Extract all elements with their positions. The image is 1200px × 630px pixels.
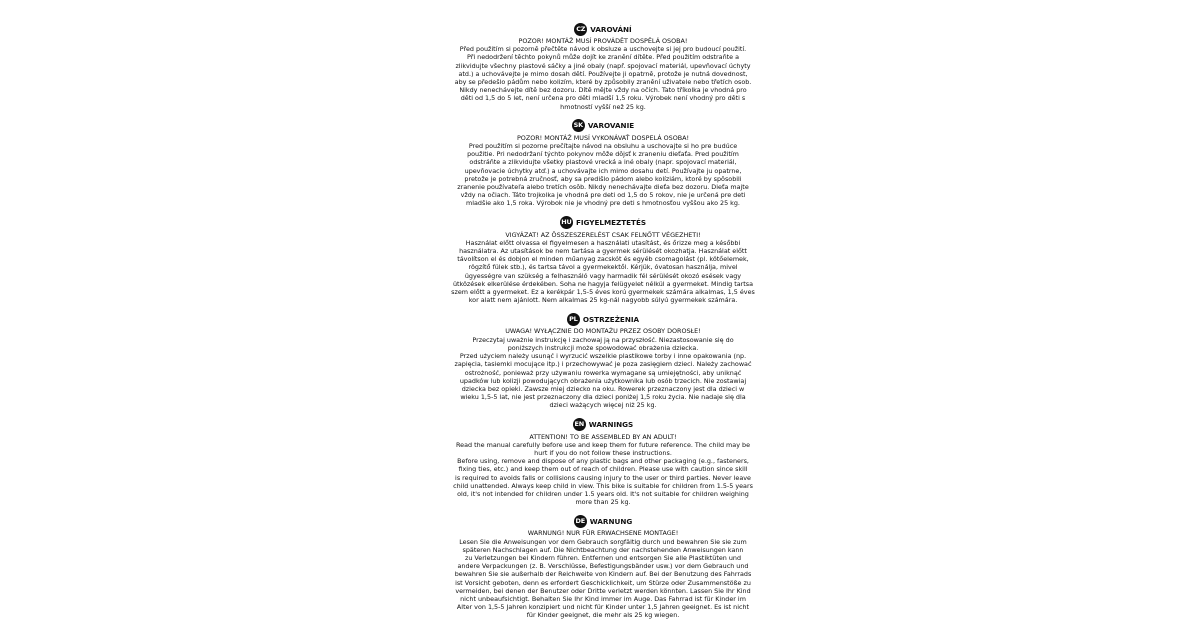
warning-line: odstráňte a zlikvidujte všetky plastové vrecká a iné obaly (napr. spojovací materiál, [469, 158, 737, 167]
section-header [448, 22, 758, 36]
warning-line: andere Verpackungen (z. B. Verschlüsse, Befestigungsbänder usw.) vor dem Gebrauch und [457, 562, 749, 571]
warning-line: dzieci ważących więcej niż 25 kg. [549, 401, 657, 410]
warning-line: ATTENTION! TO BE ASSEMBLED BY AN ADULT! [529, 432, 677, 441]
warning-line: UWAGA! WYŁĄCZNIE DO MONTAŻU PRZEZ OSOBY DOROSŁE! [505, 327, 701, 336]
language-badge-icon: DE [574, 515, 587, 528]
section-de [448, 514, 758, 619]
section-title: OSTRZEŻENIA [582, 314, 640, 324]
section-pl [448, 312, 758, 409]
warning-line: hurt if you do not follow these instructions. [534, 448, 672, 457]
warning-line: mladšie ako 1,5 roka. Výrobok nie je vhodný pre deti s hmotnosťou vyššou ako 25 kg. [466, 199, 740, 208]
warning-line: hmotností vyšší než 25 kg. [560, 102, 646, 111]
warning-line: Przeczytaj uważnie instrukcję i zachowaj ją na przyszłość. Niezastosowanie się do [472, 335, 734, 344]
section-header [448, 418, 758, 432]
warning-line: zranenie používateľa alebo tretích osôb. Nikdy nenechávajte dieťa bez dozoru. Dieťa majte [457, 183, 749, 192]
warning-line: poniższych instrukcji może spowodować obrażenia dziecka. [507, 343, 699, 352]
warning-line: ügyességre van szükség a felhasználó vagy harmadik fél sérülését okozó esések vagy [464, 271, 742, 280]
section-header [448, 514, 758, 528]
warning-line: használatra. Az utasítások be nem tartása a gyermek sérülését okozhatja. Használat előtt [459, 247, 747, 256]
warning-line: vždy na očiach. Táto trojkolka je vhodná pre deti od 1,5 do 5 rokov, nie je určená pre deti [460, 191, 746, 200]
section-header [448, 216, 758, 230]
warning-line: Nikdy nenechávejte dítě bez dozoru. Dítě mějte vždy na očích. Tato tříkolka je vhodná pro [459, 86, 747, 95]
warning-line: old, it's not intended for children under 1.5 years old. It's not suitable for children weighing [457, 489, 749, 498]
language-badge-icon: CZ [574, 23, 587, 36]
section-header [448, 119, 758, 133]
warning-line: ist Vorsicht geboten, denn es erfordert Geschicklichkeit, um Stürze oder Zusammenstöße zu [455, 578, 751, 587]
warning-line: Przed użyciem należy usunąć i wyrzucić wszelkie plastikowe torby i inne opakowania (np. [459, 352, 747, 361]
section-sk [448, 119, 758, 208]
warning-line: bewahren Sie sie außerhalb der Reichweite von Kindern auf. Bei der Benutzung des Fahrrads [454, 570, 752, 579]
warning-line: Před použitím si pozorně přečtěte návod k obsluze a uschovejte si jej pro budoucí použití. [459, 45, 747, 54]
warning-line: more than 25 kg. [575, 498, 631, 507]
warning-line: rögzítő fülek stb.), és tartsa távol a gyermekektől. Kérjük, óvatosan használja, mivel [468, 263, 738, 272]
language-badge-icon: HU [560, 216, 573, 229]
warning-line: Lesen Sie die Anweisungen vor dem Gebrauch sorgfältig durch und bewahren Sie sie zum [459, 537, 747, 546]
warning-line: pretože je potrebná zručnosť, aby sa predišlo pádom alebo kolíziám, ktoré by spôsobili [464, 174, 742, 183]
warning-line: VIGYÁZAT! AZ ÖSSZESZERELÉST CSAK FELNŐTT VÉGEZHETI! [505, 230, 701, 239]
warning-line: Használat előtt olvassa el figyelmesen a használati utasítást, és őrizze meg a későbbi [465, 238, 741, 247]
warning-line: Pred použitím si pozorne prečítajte návod na obsluhu a uschovajte si ho pre budúce [468, 142, 738, 151]
warning-line: Alter von 1,5-5 Jahren konzipiert und nicht für Kinder unter 1,5 Jahren geeignet. Es ist nicht [456, 603, 750, 612]
warning-line: späteren Nachschlagen auf. Die Nichtbeachtung der nachstehenden Anweisungen kann [462, 545, 744, 554]
section-en [448, 418, 758, 507]
section-header [448, 312, 758, 326]
warning-line: upadków lub kolizji powodujących obrażenia użytkownika lub osób trzecich. Nie zostawiaj [459, 376, 747, 385]
warning-line: wieku 1,5-5 lat, nie jest przeznaczony dla dzieci poniżej 1,5 roku życia. Nie nadaje się dla [460, 393, 746, 402]
section-hu [448, 216, 758, 305]
section-title: FIGYELMEZTETÉS [575, 218, 647, 228]
warning-line: fixing ties, etc.) and keep them out of reach of children. Please use with caution since skill [458, 465, 748, 474]
section-cz [448, 22, 758, 111]
warning-line: is required to avoids falls or collisions causing injury to the user or third parties. Never leave [455, 473, 751, 482]
language-badge-icon: SK [572, 119, 585, 132]
warning-line: távolítson el és dobjon el minden műanyag zacskót és egyéb csomagolást (pl. kötőelemek, [457, 255, 749, 264]
section-title: WARNUNG [589, 516, 633, 526]
warning-line: Read the manual carefully before use and keep them for future reference. The child may be [455, 440, 750, 449]
warning-line: nicht unbeaufsichtigt. Behalten Sie Ihr Kind immer im Auge. Das Fahrrad ist für Kinder im [460, 594, 746, 603]
warning-line: vermeiden, bei denen der Benutzer oder Dritte verletzt werden könnten. Lassen Sie Ihr Kind [455, 586, 751, 595]
warnings-document [448, 22, 758, 628]
section-title: WARNINGS [588, 420, 634, 430]
warning-line: ostrożność, ponieważ przy używaniu rowerka wymagane są umiejętności, aby uniknąć [464, 368, 742, 377]
warning-line: POZOR! MONTÁŽ MUSÍ VYKONÁVAŤ DOSPELÁ OSOBA! [516, 133, 690, 142]
warning-line: ütközések elkerülése érdekében. Soha ne hagyja felügyelet nélkül a gyermeket. Mindig tartsa [452, 279, 754, 288]
warning-line: dziecka bez opieki. Zawsze miej dziecko na oku. Rowerek przeznaczony jest dla dzieci w [461, 384, 745, 393]
warning-line: děti od 1,5 do 5 let, není určena pro děti mladší 1,5 roku. Výrobek není vhodný pro děti s [460, 94, 746, 103]
warning-line: zu Verletzungen bei Kindern führen. Entfernen und entsorgen Sie alle Plastiktüten und [464, 553, 742, 562]
warning-line: zlikvidujte všechny plastové sáčky a jiné obaly (např. spojovací materiál, upevňovací úchyty [455, 61, 751, 70]
warning-line: atd.) a uchovávejte je mimo dosah dětí. Používejte ji opatrně, protože je nutná dovednost, [458, 69, 748, 78]
warning-line: WARNUNG! NUR FÜR ERWACHSENE MONTAGE! [527, 529, 679, 538]
warning-line: kor alatt nem ajánlott. Nem alkalmas 25 kg-nál nagyobb súlyú gyermekek számára. [468, 296, 738, 305]
warning-line: für Kinder geeignet, die mehr als 25 kg wiegen. [526, 611, 680, 620]
section-title: VAROVANIE [587, 121, 635, 131]
warning-line: aby se předešlo pádům nebo kolizím, které by způsobily zranění uživatele nebo třetích osob. [454, 78, 752, 87]
warning-line: Before using, remove and dispose of any plastic bags and other packaging (e.g., fasteners, [457, 457, 749, 466]
language-badge-icon: PL [567, 313, 580, 326]
warning-line: upevňovacie úchytky atď.) a uchovávajte ich mimo dosahu detí. Používajte ju opatrne, [464, 166, 742, 175]
warning-line: zapięcia, tasiemki mocujące itp.) i przechowywać je poza zasięgiem dzieci. Należy zachować [454, 360, 752, 369]
warning-line: szem előtt a gyermeket. Ez a kerékpár 1,5-5 éves korú gyermekek számára alkalmas, 1,5 éves [451, 288, 755, 297]
warning-line: child unattended. Always keep child in view. This bike is suitable for children from 1.5-5 years [453, 481, 753, 490]
section-title: VAROVÁNÍ [590, 24, 632, 34]
warning-line: použitie. Pri nedodržaní týchto pokynov môže dôjsť k zraneniu dieťaťa. Pred použitím [467, 150, 739, 159]
warning-line: POZOR! MONTÁŽ MUSÍ PROVÁDĚT DOSPĚLÁ OSOBA! [518, 37, 688, 45]
language-badge-icon: EN [573, 418, 586, 431]
warning-line: Při nedodržení těchto pokynů může dojít ke zranění dítěte. Před použitím odstraňte a [466, 53, 740, 62]
